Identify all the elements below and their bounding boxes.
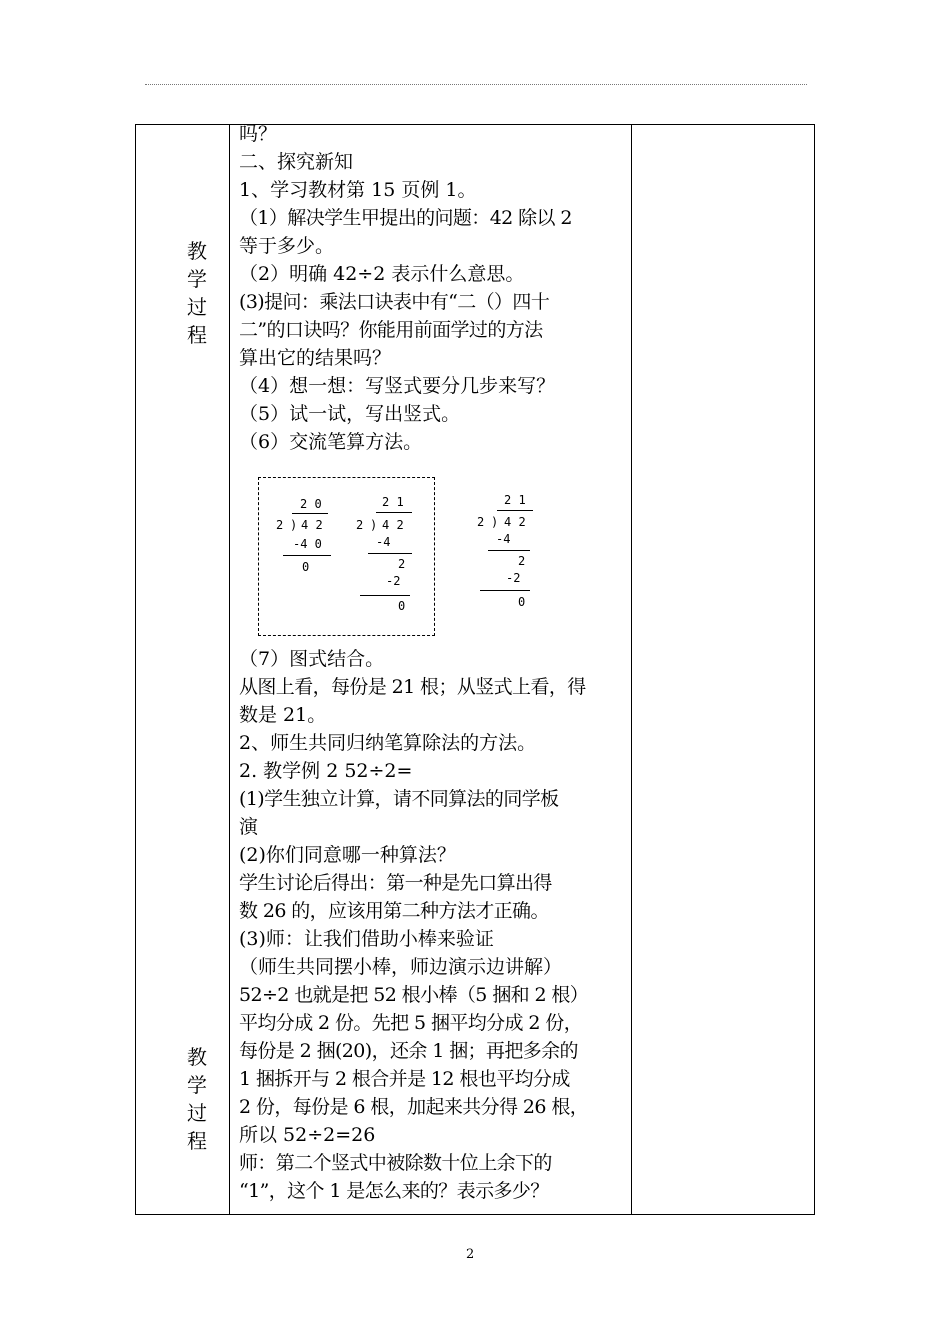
page-number: 2 xyxy=(466,1247,475,1262)
lesson-table: 教 学 过 程 教 学 过 程 吗？ 二、探究新知 1、学习教材第 15 页例 1。 （1）解决学生甲提出的问题：42 除以 2 等于多少。 （2）明确 42÷2 表示什么意思。 (3)提问：乘法口诀表中有“二（）四十 二”的口诀吗？你能用前面学过的方法 算出它的结果吗？ （4）想一想：写竖式要分几步来写？ （5）试一试，写出竖式。 （6）交流笔算方法。 （7）图式结合。 从图上看，每份是 21 根；从竖式上看，得 数是 21。 2、师生共同归纳笔算除法的方法。 2. 教学例 2 52÷2= (1)学生独立计算，请不同算法的同学板 演 (2)你们同意哪一种算法？ 学生讨论后得出：第一种是先口算出得 数 26 的，应该用第二种方法才正确。 (3)师：让我们借助小棒来验证 （师生共同摆小棒，师边演示边讲解） 52÷2 也就是把 52 根小棒（5 捆和 2 根） 平均分成 2 份。先把 5 捆平均分成 2 份， 每份是 2 捆(20)，还余 1 捆；再把多余的 1 捆拆开与 2 根合并是 12 根也平均分成 2 份，每份是 6 根，加起来共分得 26 根， 所以 52÷2=26 师：第二个竖式中被除数十位上余下的 “1”，这个 1 是怎么来的？表示多少？ 2 0 2 ) 4 2 -4 0 0 2 1 2 ) 4 2 -4 2 -2 0 2 1 2 ) 4 2 -4 2 -2 0 xyxy=(135,124,815,1215)
text-line: 52÷2 也就是把 52 根小棒（5 捆和 2 根） xyxy=(239,984,589,1006)
notes-column-divider xyxy=(631,125,632,1214)
calculation-dashed-box xyxy=(258,477,435,636)
side-label-bottom: 教 学 过 程 xyxy=(187,1045,207,1153)
text-line: (3)师：让我们借助小棒来验证 xyxy=(239,928,494,950)
text-line: 2 份，每份是 6 根，加起来共分得 26 根， xyxy=(239,1096,589,1118)
text-line: 数 26 的，应该用第二种方法才正确。 xyxy=(239,900,549,922)
text-line: （2）明确 42÷2 表示什么意思。 xyxy=(239,263,525,285)
text-line: 二、探究新知 xyxy=(239,151,354,173)
text-line: 2. 教学例 2 52÷2= xyxy=(239,760,413,782)
text-line: 二”的口诀吗？你能用前面学过的方法 xyxy=(239,319,543,341)
text-line: （师生共同摆小棒，师边演示边讲解） xyxy=(239,956,563,978)
text-line: （4）想一想：写竖式要分几步来写？ xyxy=(239,375,556,397)
text-line: 算出它的结果吗？ xyxy=(239,347,392,369)
text-line: 1、学习教材第 15 页例 1。 xyxy=(239,179,477,201)
text-line: （7）图式结合。 xyxy=(239,648,385,670)
text-line: 数是 21。 xyxy=(239,704,327,726)
text-line: 2、师生共同归纳笔算除法的方法。 xyxy=(239,732,537,754)
text-line: 平均分成 2 份。先把 5 捆平均分成 2 份， xyxy=(239,1012,583,1034)
text-line: 演 xyxy=(239,816,259,838)
text-line: 学生讨论后得出：第一种是先口算出得 xyxy=(239,872,552,894)
text-line: （5）试一试，写出竖式。 xyxy=(239,403,461,425)
text-line: “1”，这个 1 是怎么来的？表示多少？ xyxy=(239,1180,549,1202)
text-line: （1）解决学生甲提出的问题：42 除以 2 xyxy=(239,207,572,229)
text-line: 所以 52÷2=26 xyxy=(239,1124,376,1146)
text-line: 吗？ xyxy=(239,123,278,145)
text-line: 从图上看，每份是 21 根；从竖式上看，得 xyxy=(239,676,586,698)
label-column xyxy=(136,125,230,1214)
text-line: (2)你们同意哪一种算法？ xyxy=(239,844,456,866)
text-line: (3)提问：乘法口诀表中有“二（）四十 xyxy=(239,291,550,313)
text-line: 等于多少。 xyxy=(239,235,335,257)
text-line: （6）交流笔算方法。 xyxy=(239,431,423,453)
text-line: 师：第二个竖式中被除数十位上余下的 xyxy=(239,1152,552,1174)
header-rule xyxy=(145,84,807,85)
side-label-top: 教 学 过 程 xyxy=(187,239,207,347)
text-line: (1)学生独立计算，请不同算法的同学板 xyxy=(239,788,559,810)
text-line: 每份是 2 捆(20)，还余 1 捆；再把多余的 xyxy=(239,1040,578,1062)
text-line: 1 捆拆开与 2 根合并是 12 根也平均分成 xyxy=(239,1068,570,1090)
